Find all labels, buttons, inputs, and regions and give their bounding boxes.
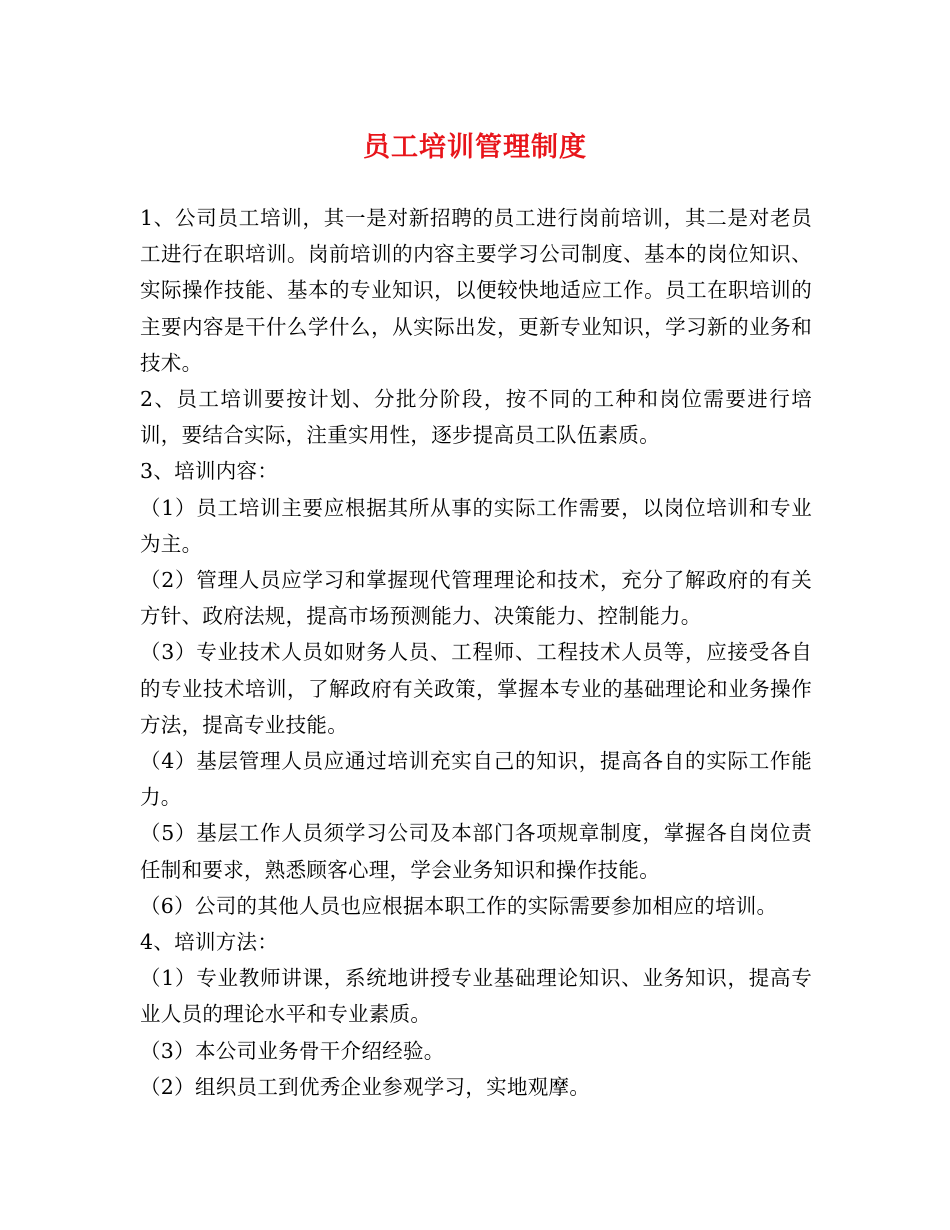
list-item-content-6: （6）公司的其他人员也应根据本职工作的实际需要参加相应的培训。 [140,893,778,918]
document-body [140,200,812,1105]
list-item-content-2: （2）管理人员应学习和掌握现代管理理论和技术，充分了解政府的有关方针、政府法规，提高市场预测能力、决策能力、控制能力。 [140,568,812,629]
document-title: 员工培训管理制度 [363,132,587,163]
paragraph-1: 1、公司员工培训，其一是对新招聘的员工进行岗前培训，其二是对老员工进行在职培训。岗前培训的内容主要学习公司制度、基本的岗位知识、实际操作技能、基本的专业知识，以便较快地适应工作。员工在职培训的主要内容是干什么学什么，从实际出发，更新专业知识，学习新的业务和技术。 [140,206,812,375]
list-item-method-1: （1）专业教师讲课，系统地讲授专业基础理论知识、业务知识，提高专业人员的理论水平和专业素质。 [140,966,812,1027]
list-item-content-1: （1）员工培训主要应根据其所从事的实际工作需要，以岗位培训和专业为主。 [140,495,812,556]
list-item-method-2: （2）组织员工到优秀企业参观学习，实地观摩。 [140,1074,591,1099]
list-item-method-3: （3）本公司业务骨干介绍经验。 [140,1038,445,1063]
paragraph-2: 2、员工培训要按计划、分批分阶段，按不同的工种和岗位需要进行培训，要结合实际，注重实用性，逐步提高员工队伍素质。 [140,387,812,448]
list-item-content-3: （3）专业技术人员如财务人员、工程师、工程技术人员等，应接受各自的专业技术培训，了解政府有关政策，掌握本专业的基础理论和业务操作方法，提高专业技能。 [140,640,812,737]
list-item-content-4: （4）基层管理人员应通过培训充实自己的知识，提高各自的实际工作能力。 [140,749,812,810]
section-heading-training-content: 3、培训内容： [140,459,279,484]
list-item-content-5: （5）基层工作人员须学习公司及本部门各项规章制度，掌握各自岗位责任制和要求，熟悉顾客心理，学会业务知识和操作技能。 [140,821,812,882]
section-heading-training-methods: 4、培训方法： [140,930,279,955]
